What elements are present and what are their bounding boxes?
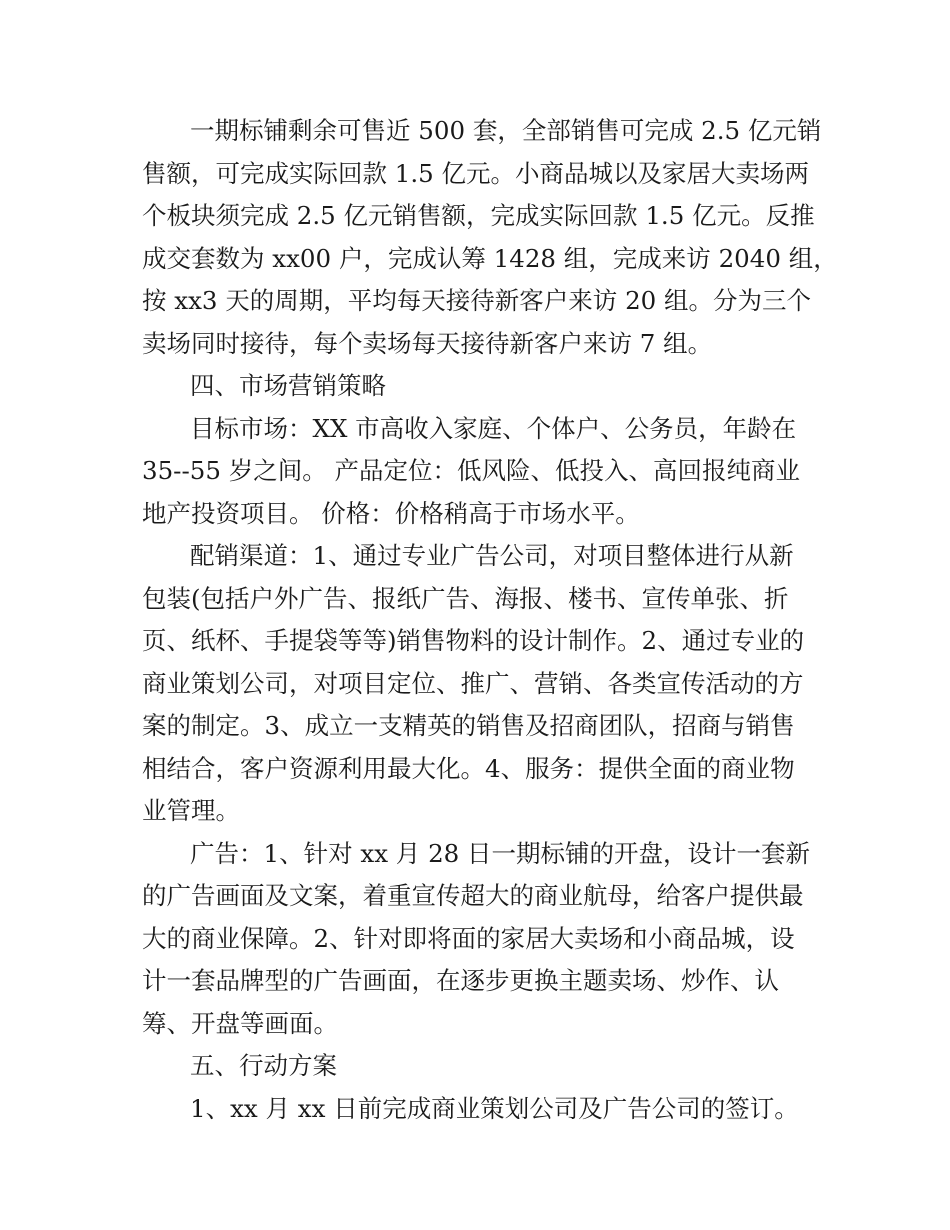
body-line: 的广告画面及文案，着重宣传超大的商业航母，给客户提供最: [142, 881, 804, 910]
body-line: 大的商业保障。2、针对即将面的家居大卖场和小商品城，设: [142, 923, 795, 953]
document-body: [142, 110, 838, 1130]
body-line: 案的制定。3、成立一支精英的销售及招商团队，招商与销售: [142, 711, 795, 740]
body-line: 售额，可完成实际回款 1.5 亿元。小商品城以及家居大卖场两: [142, 158, 810, 188]
body-line: 地产投资项目。 价格：价格稍高于市场水平。: [142, 498, 640, 528]
body-line: 业管理。: [142, 796, 240, 825]
body-line: 相结合，客户资源利用最大化。4、服务：提供全面的商业物: [142, 753, 795, 783]
body-line: 商业策划公司，对项目定位、推广、营销、各类宣传活动的方: [142, 668, 804, 698]
body-line: 包装(包括户外广告、报纸广告、海报、楼书、宣传单张、折: [142, 583, 789, 613]
body-line: 广告：1、针对 xx 月 28 日一期标铺的开盘，设计一套新: [190, 838, 811, 868]
body-line: 一期标铺剩余可售近 500 套，全部销售可完成 2.5 亿元销: [190, 116, 822, 145]
body-line: 目标市场：XX 市高收入家庭、个体户、公务员，年龄在: [190, 413, 797, 443]
body-line: 成交套数为 xx00 户，完成认筹 1428 组，完成来访 2040 组，: [142, 243, 838, 273]
body-line: 1、xx 月 xx 日前完成商业策划公司及广告公司的签订。: [190, 1093, 799, 1123]
body-line: 个板块须完成 2.5 亿元销售额，完成实际回款 1.5 亿元。反推: [142, 201, 815, 230]
body-line: 配销渠道：1、通过专业广告公司，对项目整体进行从新: [190, 541, 794, 570]
section-heading: 四、市场营销策略: [190, 371, 386, 400]
body-line: 筹、开盘等画面。: [142, 1008, 338, 1038]
body-line: 35--55 岁之间。 产品定位：低风险、低投入、高回报纯商业: [142, 456, 800, 485]
section-heading: 五、行动方案: [190, 1051, 337, 1080]
body-line: 按 xx3 天的周期，平均每天接待新客户来访 20 组。分为三个: [142, 286, 812, 315]
body-line: 计一套品牌型的广告画面，在逐步更换主题卖场、炒作、认: [142, 966, 779, 995]
body-line: 页、纸杯、手提袋等等)销售物料的设计制作。2、通过专业的: [142, 626, 805, 655]
body-line: 卖场同时接待，每个卖场每天接待新客户来访 7 组。: [142, 328, 713, 358]
